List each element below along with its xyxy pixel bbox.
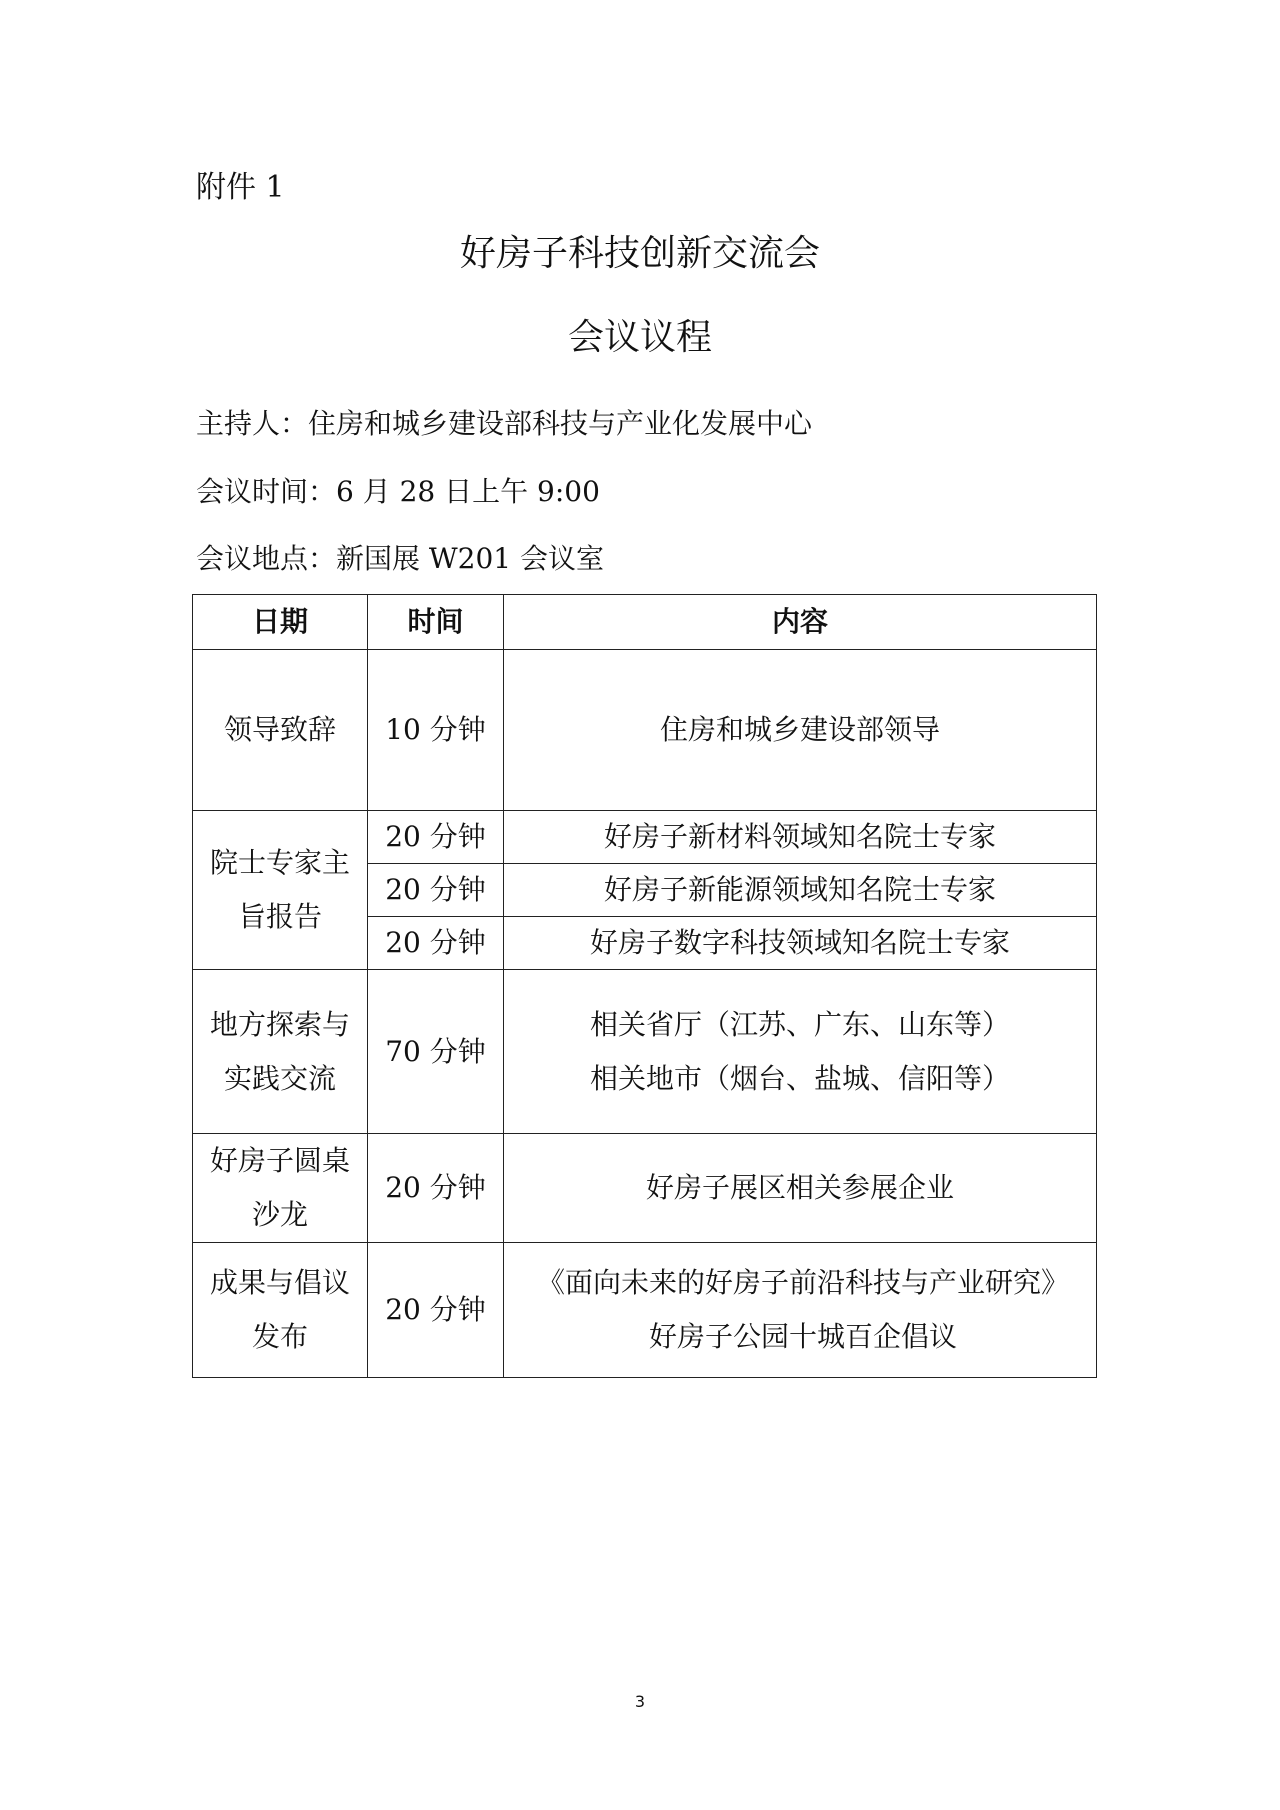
agenda-item-time: 10 分钟 <box>368 650 504 811</box>
table-row <box>193 970 1097 1134</box>
date-line: 沙龙 <box>251 1198 308 1231</box>
date-line: 旨报告 <box>237 900 322 933</box>
agenda-table <box>192 594 1097 1378</box>
content-line: 好房子公园十城百企倡议 <box>648 1320 957 1353</box>
meeting-place: 会议地点：新国展 W201 会议室 <box>196 542 605 575</box>
page-number: 3 <box>634 1692 646 1711</box>
agenda-item-time: 20 分钟 <box>368 811 504 864</box>
date-line: 成果与倡议 <box>209 1266 350 1299</box>
column-header-content: 内容 <box>504 595 1097 650</box>
date-line: 发布 <box>251 1320 308 1353</box>
agenda-item-date: 领导致辞 <box>193 650 368 811</box>
meeting-host: 主持人：住房和城乡建设部科技与产业化发展中心 <box>196 407 813 440</box>
column-header-date: 日期 <box>193 595 368 650</box>
table-row <box>193 811 1097 864</box>
agenda-item-content: 住房和城乡建设部领导 <box>504 650 1097 811</box>
agenda-item-content: 好房子新材料领域知名院士专家 <box>504 811 1097 864</box>
agenda-item-time: 70 分钟 <box>368 970 504 1134</box>
agenda-item-content: 好房子展区相关参展企业 <box>504 1134 1097 1243</box>
content-line: 相关地市（烟台、盐城、信阳等） <box>589 1061 1010 1095</box>
agenda-item-date <box>193 970 368 1134</box>
agenda-item-date <box>193 811 368 970</box>
meeting-time: 会议时间：6 月 28 日上午 9:00 <box>196 475 600 508</box>
table-row <box>193 1243 1097 1378</box>
date-line: 实践交流 <box>223 1061 336 1095</box>
document-title: 好房子科技创新交流会 <box>459 233 820 274</box>
agenda-item-content: 好房子新能源领域知名院士专家 <box>504 864 1097 917</box>
content-line: 相关省厅（江苏、广东、山东等） <box>589 1007 1010 1041</box>
table-header-row <box>193 595 1097 650</box>
date-line: 地方探索与 <box>209 1007 350 1041</box>
content-line: 《面向未来的好房子前沿科技与产业研究》 <box>536 1266 1069 1299</box>
agenda-item-date <box>193 1134 368 1243</box>
document-subtitle: 会议议程 <box>567 317 712 358</box>
agenda-item-content <box>504 970 1097 1134</box>
agenda-item-time: 20 分钟 <box>368 864 504 917</box>
agenda-item-content <box>504 1243 1097 1378</box>
table-row <box>193 1134 1097 1243</box>
agenda-item-time: 20 分钟 <box>368 1243 504 1378</box>
agenda-item-date <box>193 1243 368 1378</box>
agenda-item-time: 20 分钟 <box>368 917 504 970</box>
date-line: 好房子圆桌 <box>209 1144 350 1177</box>
attachment-label: 附件 1 <box>196 170 285 205</box>
agenda-item-time: 20 分钟 <box>368 1134 504 1243</box>
date-line: 院士专家主 <box>209 846 350 879</box>
column-header-time: 时间 <box>368 595 504 650</box>
table-row <box>193 650 1097 811</box>
agenda-item-content: 好房子数字科技领域知名院士专家 <box>504 917 1097 970</box>
